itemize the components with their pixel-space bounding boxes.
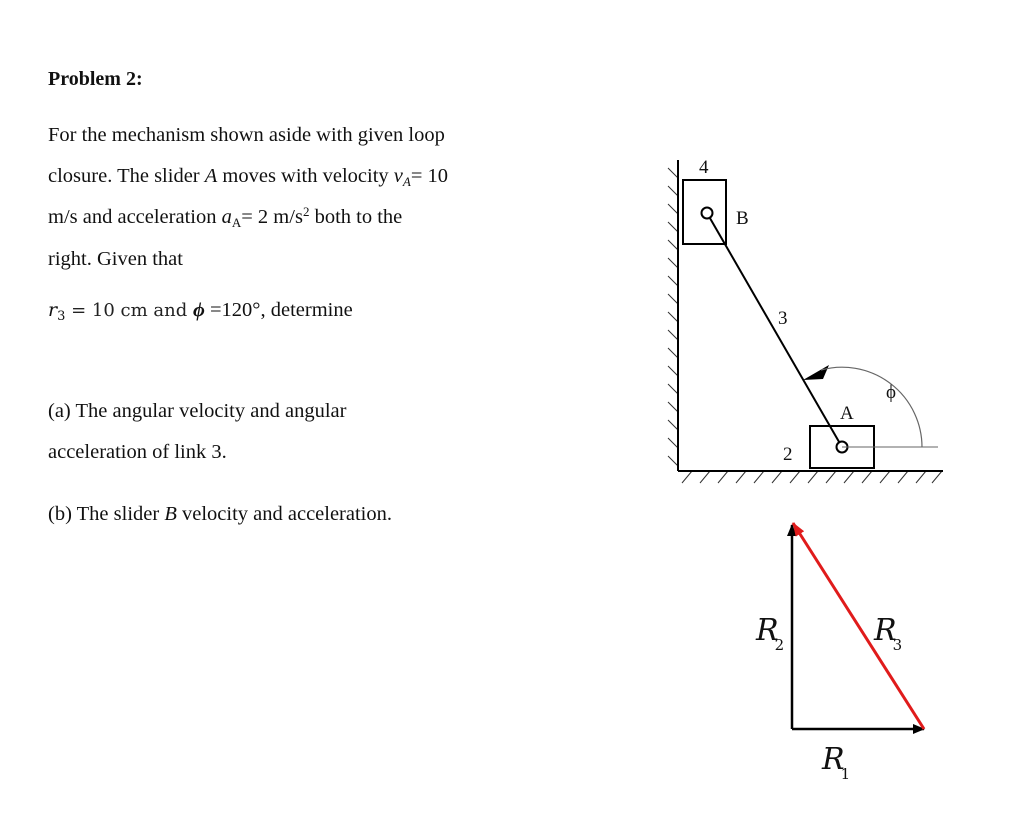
vector-r3: [793, 523, 924, 729]
vector-r1-label: R1: [822, 742, 851, 783]
part-b: (b) The slider B velocity and acceleration.: [48, 503, 392, 525]
label-b: B: [736, 208, 749, 229]
joint-b-pin: [702, 208, 713, 219]
vector-r3-label: R3: [874, 613, 903, 654]
problem-title: Problem 2:: [48, 68, 143, 90]
part-a-line-2: acceleration of link 3.: [48, 441, 227, 463]
wall-hatching: [668, 168, 678, 466]
given-values: $r_3 = 10$ cm and ϕ =120°, determine: [48, 299, 353, 324]
problem-text-line-2: closure. The slider A moves with velocity $v_A= 10$: [48, 165, 449, 189]
part-a-line-1: (a) The angular velocity and angular: [48, 400, 347, 422]
label-phi: ϕ: [886, 382, 897, 403]
problem-text-line-4: right. Given that: [48, 248, 183, 270]
label-a: A: [840, 403, 854, 424]
problem-text-line-1: For the mechanism shown aside with given loop: [48, 124, 445, 146]
vector-r2-label: R2: [756, 613, 785, 654]
link-3: [707, 213, 842, 447]
problem-text-line-3: m/s and acceleration $a_A= 2$ $m/s^2$ both to the: [48, 204, 403, 230]
link-3-direction-arrow: [803, 365, 829, 380]
label-link-3: 3: [778, 308, 788, 329]
label-link-2: 2: [783, 444, 793, 465]
floor-hatching: [682, 471, 942, 483]
label-link-4: 4: [699, 157, 709, 178]
